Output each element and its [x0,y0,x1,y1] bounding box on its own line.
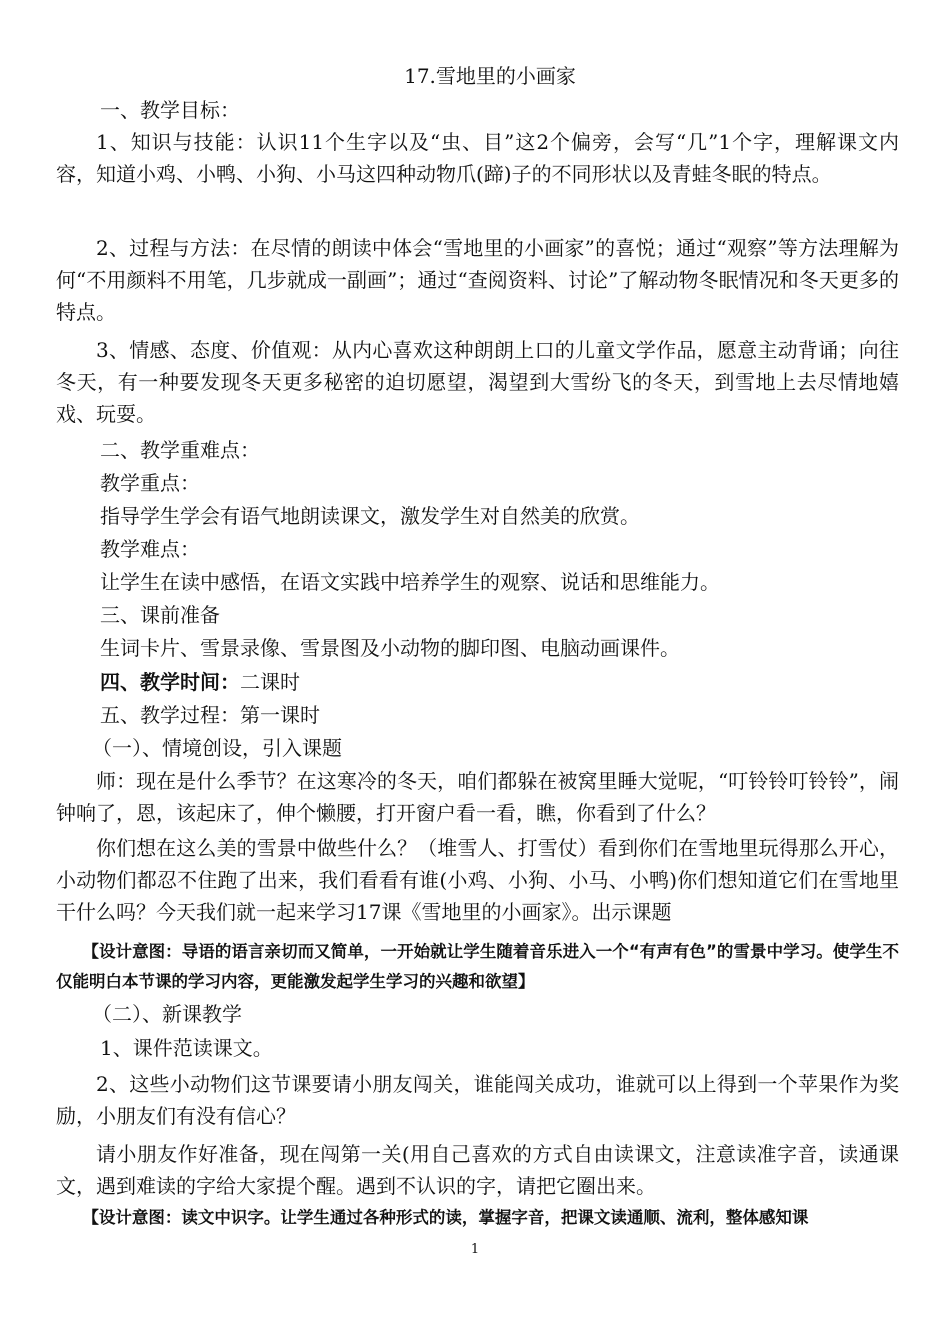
section-heading-goals: 一、教学目标： [100,98,240,122]
page-number: 1 [470,1242,480,1257]
part1-question: 你们想在这么美的雪景中做些什么？（堆雪人、打雪仗）看到你们在雪地里玩得那么开心，小动物们都忍不住跑了出来，我们看看有谁(小鸡、小狗、小马、小鸭)你们想知道它们在雪地里干什么吗？今天我们就一起来学习17课《雪地里的小画家》。出示课题 [56,836,899,924]
key-point-text: 指导学生学会有语气地朗读课文，激发学生对自然美的欣赏。 [100,504,640,528]
part2-step1: 1、课件范读课文。 [100,1036,273,1060]
part1-heading: （一）、情境创设，引入课题 [92,736,342,760]
teaching-time-value: 二课时 [240,670,300,694]
section-heading-process: 五、教学过程：第一课时 [100,703,320,727]
part2-heading: （二）、新课教学 [92,1002,242,1026]
goal-knowledge-skills: 1、知识与技能：认识11个生字以及“虫、目”这2个偏旁，会写“几”1个字，理解课文内容，知道小鸡、小鸭、小狗、小马这四种动物爪(蹄)子的不同形状以及青蛙冬眠的特点。 [56,130,899,186]
part2-first-level: 请小朋友作好准备，现在闯第一关(用自己喜欢的方式自由读课文，注意读准字音，读通课文，遇到难读的字给大家提个醒。遇到不认识的字，请把它圈出来。 [56,1142,899,1198]
goal-emotion-values: 3、情感、态度、价值观：从内心喜欢这种朗朗上口的儿童文学作品，愿意主动背诵；向往冬天，有一种要发现冬天更多秘密的迫切愿望，渴望到大雪纷飞的冬天，到雪地上去尽情地嬉戏、玩耍。 [56,338,899,426]
key-point-label: 教学重点： [100,471,200,495]
part2-step2: 2、这些小动物们这节课要请小朋友闯关，谁能闯关成功，谁就可以上得到一个苹果作为奖励，小朋友们有没有信心？ [56,1072,899,1128]
teaching-time-label: 四、教学时间： [100,670,240,694]
design-intent-1: 【设计意图：导语的语言亲切而又简单，一开始就让学生随着音乐进入一个“有声有色”的雪景中学习。使学生不仅能明白本节课的学习内容，更能激发起学生学习的兴趣和欲望】 [56,942,899,991]
teaching-time [100,666,900,698]
difficulty-label: 教学难点： [100,537,200,561]
section-heading-key-points: 二、教学重难点： [100,438,260,462]
design-intent-2: 【设计意图：读文中识字。让学生通过各种形式的读，掌握字音，把课文读通顺、流利，整体感知课 [82,1208,809,1227]
difficulty-text: 让学生在读中感悟，在语文实践中培养学生的观察、说话和思维能力。 [100,570,720,594]
document-title: 17.雪地里的小画家 [404,64,576,88]
preparation-text: 生词卡片、雪景录像、雪景图及小动物的脚印图、电脑动画课件。 [100,636,680,660]
part1-teacher-intro: 师：现在是什么季节？在这寒冷的冬天，咱们都躲在被窝里睡大觉呢，“叮铃铃叮铃铃”，闹钟响了，恩，该起床了，伸个懒腰，打开窗户看一看，瞧，你看到了什么？ [56,769,899,825]
section-heading-preparation: 三、课前准备 [100,603,220,627]
goal-process-methods: 2、过程与方法：在尽情的朗读中体会“雪地里的小画家”的喜悦；通过“观察”等方法理解为何“不用颜料不用笔，几步就成一副画”；通过“查阅资料、讨论”了解动物冬眠情况和冬天更多的特点。 [56,236,899,324]
